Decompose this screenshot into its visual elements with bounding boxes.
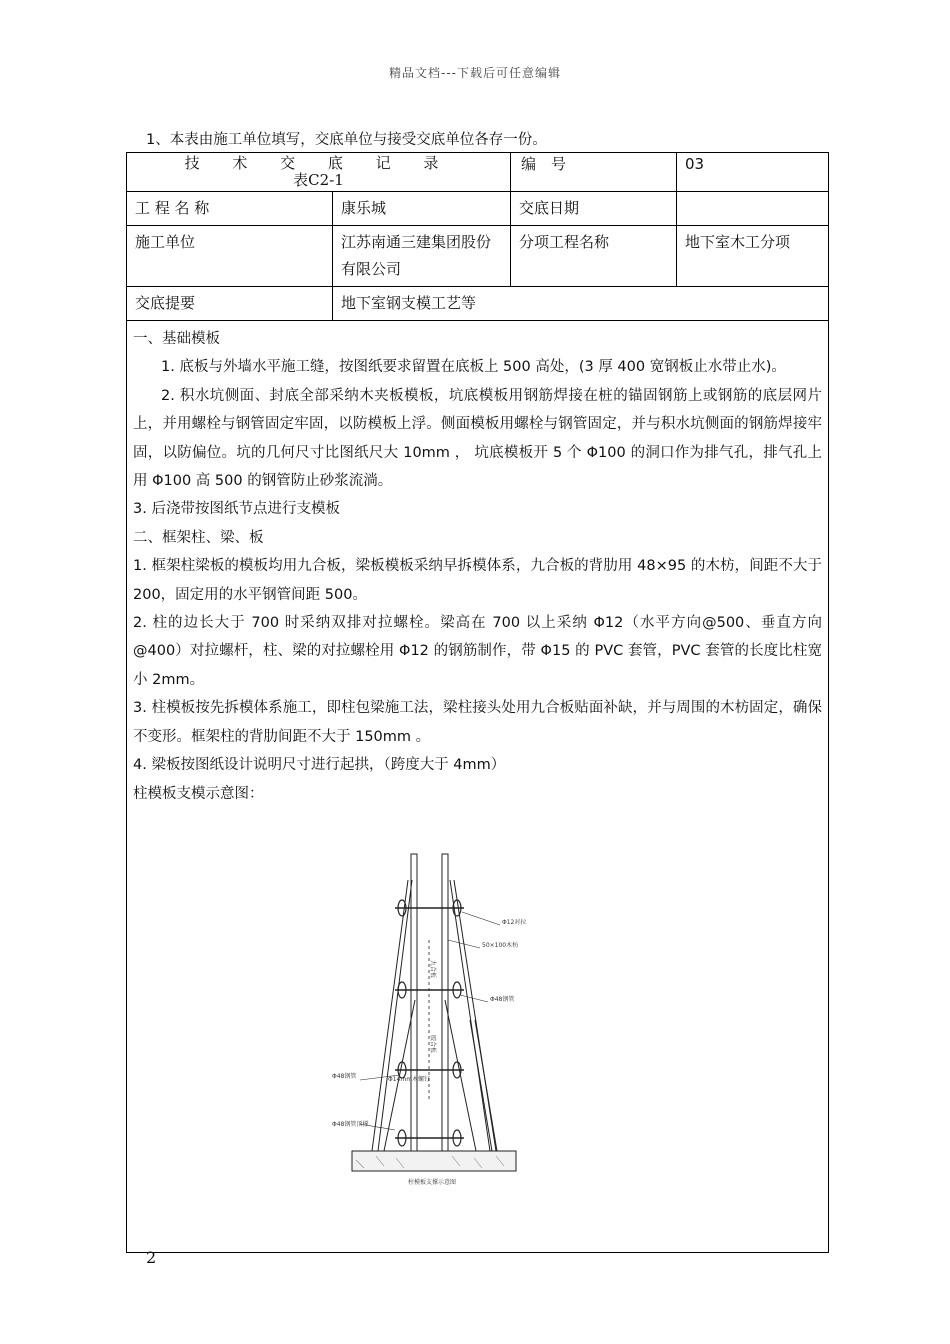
date-label: 交底日期 [511, 192, 677, 226]
form-title-row [127, 153, 829, 192]
number-value: 03 [677, 153, 829, 192]
paragraph: 3. 柱模板按先拆模体系施工，即柱包梁施工法，梁柱接头处用九合板贴面补缺，并与周围的木枋固定，确保不变形。框架柱的背肋间距不大于 150mm 。 [133, 700, 822, 745]
paragraph: 1. 底板与外墙水平施工缝，按图纸要求留置在底板上 500 高处，(3 厚 400 宽钢板止水带止水)。 [161, 359, 786, 376]
diagram-label: Φ14mm木螺钉 [388, 1076, 431, 1083]
project-label: 工 程 名 称 [127, 192, 333, 226]
base-slab [352, 1151, 516, 1171]
column-formwork-diagram [198, 540, 598, 1190]
paragraph: 2. 柱的边长大于 700 时采纳双排对拉螺栓。梁高在 700 以上采纳 Φ12（水平方向@500、垂直方向@400）对拉螺杆，柱、梁的对拉螺栓用 Φ12 的钢筋制作，带 Φ15 的 PVC 套管，PVC 套管的长度比柱宽小 2mm。 [133, 615, 822, 688]
diagram-label: 50×100木枋 [482, 942, 519, 949]
section-heading: 一、基础模板 [133, 331, 220, 347]
number-label: 编 号 [511, 153, 677, 192]
project-value: 康乐城 [333, 192, 511, 226]
paragraph: 1. 框架柱梁板的模板均用九合板，梁板模板采纳早拆模体系，九合板的背肋用 48×95 的木枋，间距不大于 200，固定用的水平钢管间距 500。 [133, 558, 822, 603]
subproject-value: 地下室木工分项 [677, 226, 829, 287]
diagram-label: Φ12对拉 [502, 919, 527, 926]
diagram-label: Φ48钢管顶撑 [332, 1121, 369, 1128]
paragraph: 3. 后浇带按图纸节点进行支模板 [133, 501, 340, 518]
paragraph: 4. 梁板按图纸设计说明尺寸进行起拱，（跨度大于 4mm） [133, 757, 506, 774]
diagram-label: 胶合板 [429, 1035, 436, 1054]
figure-heading: 柱模板支模示意图： [133, 785, 264, 802]
form-note: 1、本表由施工单位填写，交底单位与接受交底单位各存一份。 [146, 132, 547, 148]
steel-pipe-walers [395, 908, 464, 1138]
section-heading: 二、框架柱、梁、板 [133, 529, 264, 546]
paragraph: 2. 积水坑侧面、封底全部采纳木夹板模板，坑底模板用钢筋焊接在桩的锚固钢筋上或钢筋的底层网片上，并用螺栓与钢管固定牢固，以防模板上浮。侧面模板用螺栓与钢管固定，并与积水坑侧面的钢筋焊接牢固，以防偏位。坑的几何尺寸比图纸尺大 10mm ， 坑底模板开 5 个 Φ100 的洞口作为排气孔，排气孔上用 Φ100 高 500 的钢管防止砂浆流淌。 [133, 387, 822, 490]
page-header: 精品文档---下载后可任意编辑 [389, 66, 561, 80]
diagram-label: Φ48钢管 [490, 996, 515, 1003]
form-code: 表C2-1 [293, 171, 344, 189]
summary-row [127, 287, 829, 321]
diagram-label: Φ48钢管 [332, 1073, 357, 1080]
form-title: 技 术 交 底 记 录 [184, 154, 453, 172]
page-number: 2 [146, 1248, 157, 1267]
summary-value: 地下室钢支模工艺等 [333, 287, 829, 321]
tie-bolt-clamps [398, 900, 461, 1146]
summary-label: 交底提要 [127, 287, 333, 321]
right-formwork-board [442, 854, 448, 1151]
contractor-row [127, 226, 829, 287]
diagram-label: 九合板 [429, 960, 436, 979]
form-title-cell [127, 153, 511, 192]
subproject-label: 分项工程名称 [511, 226, 677, 287]
contractor-value: 江苏南通三建集团股份有限公司 [333, 226, 511, 287]
figure-caption: 柱模板支撑示意图 [408, 1179, 457, 1186]
contractor-label: 施工单位 [127, 226, 333, 287]
diagonal-braces [372, 880, 497, 1151]
date-value [677, 192, 829, 226]
project-row [127, 192, 829, 226]
